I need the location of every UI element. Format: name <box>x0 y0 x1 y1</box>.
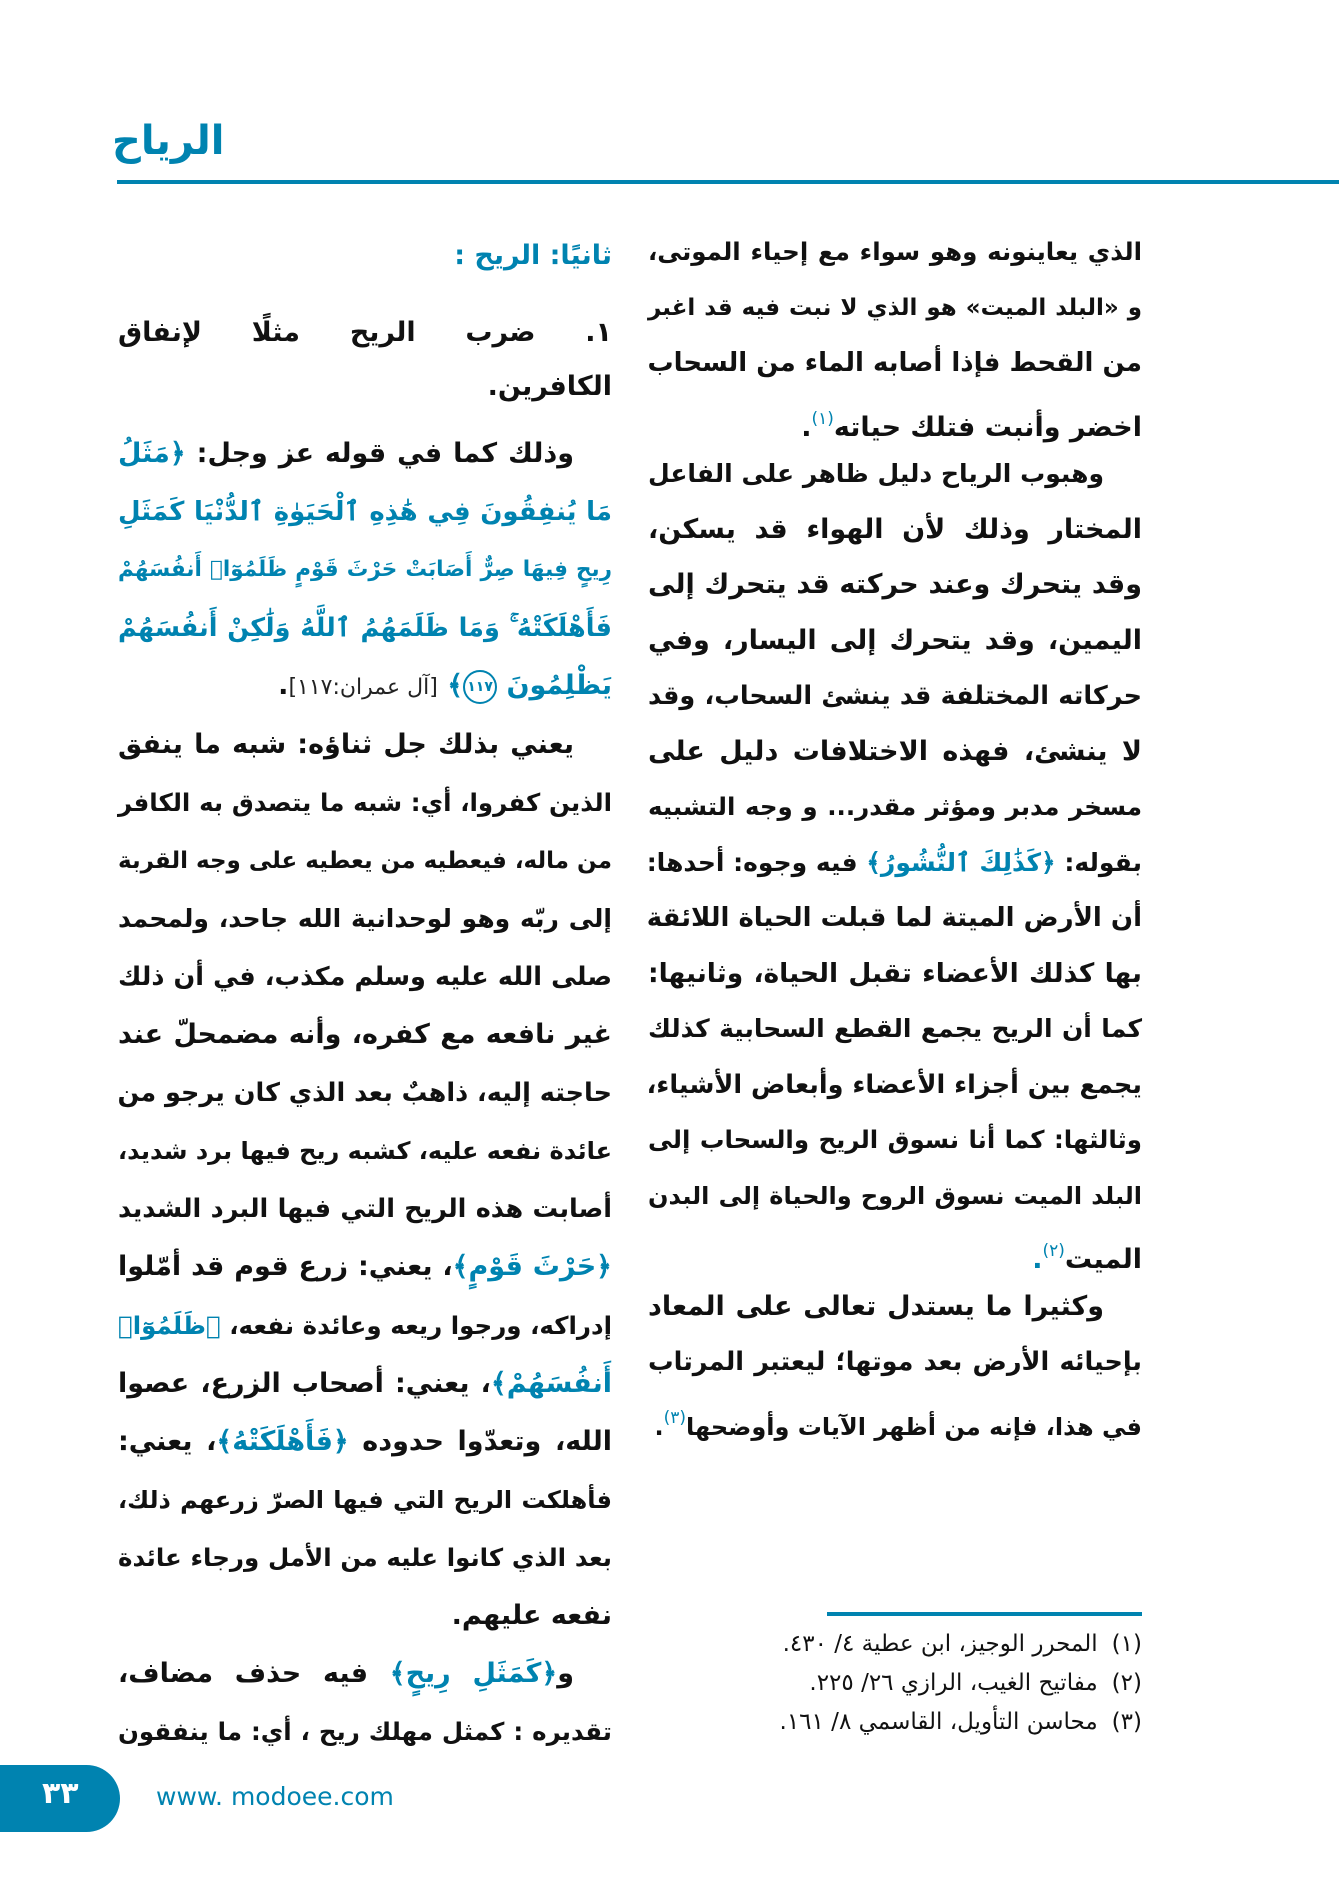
body-text: بقوله: <box>1055 847 1142 877</box>
body-text: من القحط فإذا أصابه الماء من السحاب <box>647 348 1142 378</box>
body-text: غير نافعه مع كفره، وأنه مضمحلّ عند <box>118 1019 612 1050</box>
text-line <box>118 1416 612 1468</box>
text-line <box>118 544 612 596</box>
body-text: حاجته إليه، ذاهبٌ بعد الذي كان يرجو من <box>117 1078 612 1109</box>
body-text: صلى الله عليه وسلم مكذب، في أن ذلك <box>118 961 612 992</box>
text-line <box>648 1336 1142 1388</box>
footnote-marker[interactable]: (٢) <box>1042 1241 1065 1261</box>
quran-verse: مَا يُنفِقُونَ فِي هَٰذِهِ ٱلْحَيَوٰةِ ٱلدُّنْيَا كَمَثَلِ <box>118 497 612 528</box>
text-line <box>648 781 1142 833</box>
quran-verse: فَأَهْلَكَتْهُ ۚ وَمَا ظَلَمَهُمُ ٱللَّهُ وَلَٰكِنْ أَنفُسَهُمْ <box>118 613 612 644</box>
body-text: كما أن الريح يجمع القطع السحابية كذلك <box>648 1014 1142 1043</box>
text-line <box>118 230 612 282</box>
body-text: الذين كفروا، أي: شبه ما يتصدق به الكافر <box>118 787 612 817</box>
body-text: تقديره : كمثل مهلك ريح ، أي: ما ينفقون <box>118 1717 612 1747</box>
text-line <box>118 1009 612 1061</box>
text-line <box>118 602 612 654</box>
body-text: فأهلكت الريح التي فيها الصرّ زرعهم ذلك، <box>118 1485 612 1514</box>
body-text: لا ينشئ، فهذه الاختلافات دليل على <box>648 735 1142 767</box>
text-line <box>648 1281 1142 1333</box>
body-text: أصابت هذه الريح التي فيها البرد الشديد <box>118 1194 612 1225</box>
text-line <box>648 282 1142 334</box>
footnote-number: (٢) <box>1111 1670 1142 1696</box>
body-text: المختار وذلك لأن الهواء قد يسكن، <box>648 513 1142 545</box>
quran-verse: رِيحٍ فِيهَا صِرٌّ أَصَابَتْ حَرْثَ قَوْمٍ ظَلَمُوٓا۟ أَنفُسَهُمْ <box>118 557 612 583</box>
text-line <box>648 615 1142 667</box>
text-line <box>648 837 1142 889</box>
body-text: و <box>557 1658 574 1690</box>
ayah-number-icon: ١١٧ <box>463 670 497 704</box>
text-line <box>118 719 612 771</box>
footnote-text: محاسن التأويل، القاسمي ٨/ ١٦١. <box>779 1709 1098 1735</box>
text-line <box>118 835 612 887</box>
body-text: أن الأرض الميتة لما قبلت الحياة اللائقة <box>646 903 1142 933</box>
text-line <box>648 448 1142 500</box>
body-text: فيه حذف مضاف، <box>118 1658 390 1690</box>
footnote-number: (١) <box>1111 1631 1142 1657</box>
footnote-2 <box>700 1664 1142 1703</box>
page-number: ٣٣ <box>42 1776 79 1811</box>
body-text: يعني بذلك جل ثناؤه: شبه ما ينفق <box>118 728 574 760</box>
body-text: عائدة نفعه عليه، كشبه ريح فيها برد شديد، <box>118 1137 612 1166</box>
text-line <box>118 660 612 712</box>
text-line <box>118 777 612 829</box>
body-text: في هذا، فإنه من أظهر الآيات وأوضحها <box>686 1412 1142 1441</box>
text-line <box>118 307 612 359</box>
quran-verse: ﴿ظَلَمُوٓا۟ <box>118 1310 221 1340</box>
body-text: من ماله، فيعطيه من يعطيه على وجه القربة <box>118 847 612 874</box>
body-text: إدراكه، ورجوا ريعه وعائدة نفعه، <box>220 1310 612 1340</box>
footnote-marker[interactable]: (١) <box>811 408 834 429</box>
text-line <box>648 393 1142 445</box>
text-line <box>118 1300 612 1352</box>
body-text: بها كذلك الأعضاء تقبل الحياة، وثانيها: <box>648 957 1142 989</box>
body-text: ، يعني: زرع قوم قد أمّلوا <box>118 1251 453 1283</box>
body-text: ، يعني: <box>118 1425 217 1457</box>
footnotes <box>700 1625 1142 1742</box>
text-line <box>648 1059 1142 1111</box>
website-link[interactable]: www. modoee.com <box>156 1782 394 1811</box>
footnote-text: مفاتيح الغيب، الرازي ٢٦/ ٢٢٥. <box>809 1670 1098 1696</box>
body-text: وهبوب الرياح دليل ظاهر على الفاعل <box>648 459 1104 488</box>
text-line <box>648 1114 1142 1166</box>
body-text: البلد الميت نسوق الروح والحياة إلى البدن <box>648 1181 1142 1210</box>
text-line <box>118 1474 612 1526</box>
text-line <box>118 1590 612 1642</box>
text-line <box>118 1648 612 1700</box>
text-line <box>118 486 612 538</box>
quran-verse: يَظْلِمُونَ <box>497 670 612 702</box>
footnote-text: المحرر الوجيز، ابن عطية ٤/ ٤٣٠. <box>782 1631 1098 1657</box>
body-text: وثالثها: كما أنا نسوق الريح والسحاب إلى <box>648 1125 1142 1154</box>
text-line <box>648 504 1142 556</box>
text-line <box>118 1241 612 1293</box>
text-line <box>648 226 1142 278</box>
text-line <box>118 428 612 480</box>
body-text: إلى ربّه وهو لوحدانية الله جاحد، ولمحمد <box>118 903 612 933</box>
text-line <box>648 670 1142 722</box>
footnote-3 <box>700 1703 1142 1742</box>
body-text: . <box>278 670 289 702</box>
body-text: حركاته المختلفة قد ينشئ السحاب، وقد <box>648 681 1142 711</box>
text-line <box>648 1392 1142 1444</box>
text-line <box>648 1170 1142 1222</box>
body-text: مسخر مدبر ومؤثر مقدر... و وجه التشبيه <box>648 792 1142 821</box>
body-text: الذي يعاينونه وهو سواء مع إحياء الموتى، <box>648 237 1142 266</box>
body-text: نفعه عليهم. <box>451 1600 612 1631</box>
chapter-title: الرياح <box>112 118 225 164</box>
body-text: يجمع بين أجزاء الأعضاء وأبعاض الأشياء، <box>646 1069 1142 1100</box>
body-text: اليمين، وقد يتحرك إلى اليسار، وفي <box>648 624 1142 656</box>
body-text: فيه وجوه: أحدها: <box>646 847 867 877</box>
quran-verse: أَنفُسَهُمْ﴾ <box>490 1367 612 1399</box>
quran-verse: ﴾ <box>437 670 464 702</box>
body-text: ، يعني: أصحاب الزرع، عصوا <box>118 1367 491 1399</box>
body-text: و «البلد الميت» هو الذي لا نبت فيه قد اغبر <box>648 294 1142 321</box>
body-text: ١. ضرب الريح مثلًا لإنفاق <box>118 317 612 348</box>
quran-verse: ﴿فَأَهْلَكَتْهُ﴾ <box>216 1425 349 1457</box>
footnote-1 <box>700 1625 1142 1664</box>
footnote-number: (٣) <box>1111 1709 1142 1735</box>
text-line <box>118 1706 612 1758</box>
text-line <box>118 893 612 945</box>
body-text: الميت <box>1064 1244 1142 1275</box>
text-line <box>118 951 612 1003</box>
period: . <box>1032 1244 1043 1275</box>
quran-verse: ﴿كَمَثَلِ رِيحٍ﴾ <box>389 1658 558 1690</box>
text-line <box>118 1067 612 1119</box>
body-text: بإحيائه الأرض بعد موتها؛ ليعتبر المرتاب <box>648 1347 1142 1377</box>
footnote-marker[interactable]: (٣) <box>663 1407 687 1428</box>
quran-verse: ﴿حَرْثَ قَوْمٍ﴾ <box>452 1251 612 1283</box>
text-line <box>118 1125 612 1177</box>
footnote-divider <box>827 1612 1142 1616</box>
body-text: الله، وتعدّوا حدوده <box>348 1425 612 1457</box>
body-text: اخضر وأنبت فتلك حياته <box>833 411 1142 443</box>
body-text: بعد الذي كانوا عليه من الأمل ورجاء عائدة <box>118 1542 612 1572</box>
body-text: وذلك كما في قوله عز وجل: <box>185 438 574 469</box>
text-line <box>648 726 1142 778</box>
verse-reference: [آل عمران:١١٧] <box>288 675 438 701</box>
body-text: الكافرين. <box>487 371 612 402</box>
body-text: وقد يتحرك وعند حركته قد يتحرك إلى <box>648 569 1142 600</box>
body-text: . <box>801 411 812 443</box>
quran-verse: ﴿كَذَٰلِكَ ٱلنُّشُورُ﴾ <box>866 847 1056 877</box>
text-line <box>648 559 1142 611</box>
header-divider <box>117 180 1339 184</box>
body-text: . <box>654 1412 664 1441</box>
body-text: وكثيرا ما يستدل تعالى على المعاد <box>648 1290 1104 1322</box>
text-line <box>648 1003 1142 1055</box>
text-line <box>648 892 1142 944</box>
text-line <box>648 337 1142 389</box>
text-line <box>118 1183 612 1235</box>
text-line <box>118 1358 612 1410</box>
text-line <box>648 1225 1142 1277</box>
quran-verse: ﴿مَثَلُ <box>118 438 186 469</box>
text-line <box>648 948 1142 1000</box>
section-heading: ثانيًا: الريح : <box>454 240 612 271</box>
text-line <box>118 1532 612 1584</box>
text-line <box>118 361 612 413</box>
